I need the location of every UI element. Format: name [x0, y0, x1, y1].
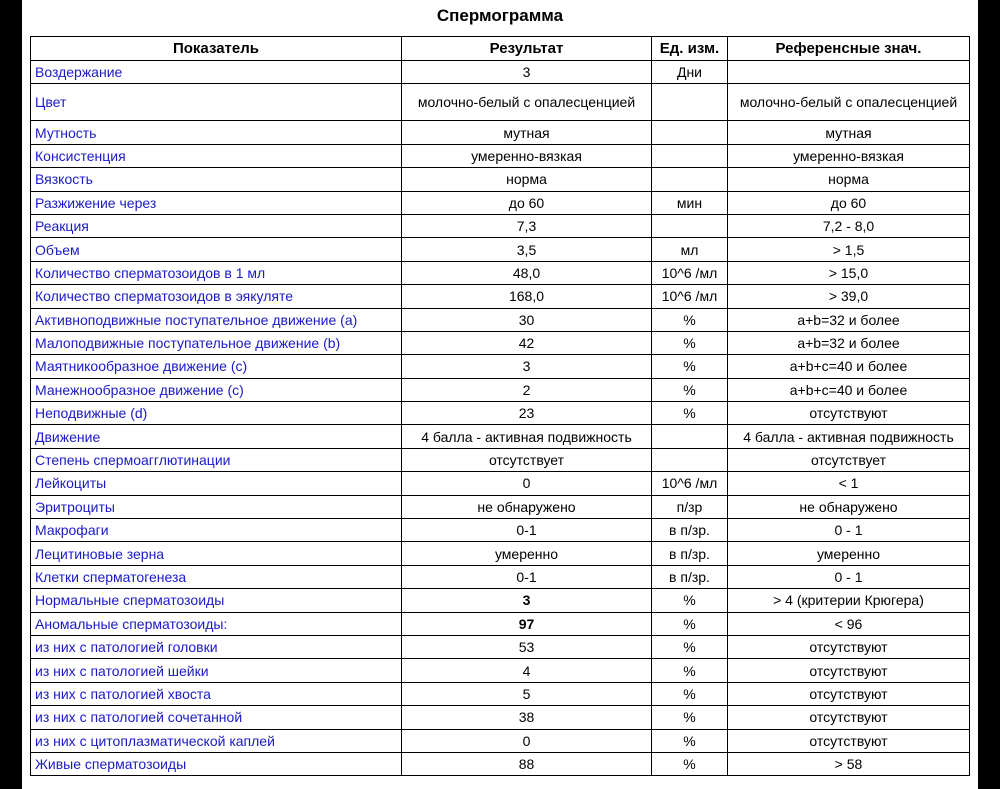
cell-result: 38 — [402, 706, 652, 729]
cell-unit: % — [652, 331, 728, 354]
cell-result: 0-1 — [402, 519, 652, 542]
cell-result: 97 — [402, 612, 652, 635]
cell-result: до 60 — [402, 191, 652, 214]
cell-parameter: Вязкость — [31, 168, 402, 191]
table-row — [31, 472, 970, 495]
cell-parameter: Клетки сперматогенеза — [31, 565, 402, 588]
cell-reference: отсутствуют — [728, 402, 970, 425]
table-row — [31, 612, 970, 635]
cell-parameter: Эритроциты — [31, 495, 402, 518]
cell-unit: % — [652, 355, 728, 378]
cell-result: 3,5 — [402, 238, 652, 261]
cell-result: 48,0 — [402, 261, 652, 284]
cell-unit — [652, 168, 728, 191]
spermogram-table — [30, 36, 970, 776]
table-row — [31, 402, 970, 425]
cell-parameter: Количество сперматозоидов в эякуляте — [31, 285, 402, 308]
cell-parameter: Мутность — [31, 121, 402, 144]
cell-parameter: из них с патологией шейки — [31, 659, 402, 682]
table-row — [31, 355, 970, 378]
cell-parameter: Аномальные сперматозоиды: — [31, 612, 402, 635]
header-unit: Ед. изм. — [652, 37, 728, 61]
cell-result: 0 — [402, 472, 652, 495]
table-row — [31, 191, 970, 214]
table-row — [31, 659, 970, 682]
cell-reference: умеренно — [728, 542, 970, 565]
cell-unit: % — [652, 589, 728, 612]
cell-reference: > 58 — [728, 752, 970, 775]
cell-reference: мутная — [728, 121, 970, 144]
cell-reference: умеренно-вязкая — [728, 144, 970, 167]
cell-result: норма — [402, 168, 652, 191]
cell-parameter: Реакция — [31, 214, 402, 237]
cell-reference: < 1 — [728, 472, 970, 495]
cell-reference: отсутствуют — [728, 635, 970, 658]
cell-parameter: Воздержание — [31, 61, 402, 84]
cell-unit: % — [652, 706, 728, 729]
document-page — [22, 0, 978, 789]
cell-result: 3 — [402, 61, 652, 84]
cell-parameter: Движение — [31, 425, 402, 448]
cell-unit — [652, 84, 728, 121]
cell-parameter: Манежнообразное движение (c) — [31, 378, 402, 401]
table-row — [31, 308, 970, 331]
cell-unit: 10^6 /мл — [652, 472, 728, 495]
cell-unit: в п/зр. — [652, 519, 728, 542]
cell-parameter: Степень спермоагглютинации — [31, 448, 402, 471]
cell-unit — [652, 425, 728, 448]
cell-unit: % — [652, 612, 728, 635]
cell-unit: Дни — [652, 61, 728, 84]
cell-unit: % — [652, 308, 728, 331]
cell-reference: не обнаружено — [728, 495, 970, 518]
table-row — [31, 378, 970, 401]
cell-parameter: из них с патологией сочетанной — [31, 706, 402, 729]
table-row — [31, 495, 970, 518]
cell-reference: > 1,5 — [728, 238, 970, 261]
cell-parameter: Объем — [31, 238, 402, 261]
table-row — [31, 331, 970, 354]
cell-result: 3 — [402, 355, 652, 378]
cell-result: 2 — [402, 378, 652, 401]
cell-reference: > 4 (критерии Крюгера) — [728, 589, 970, 612]
table-row — [31, 565, 970, 588]
cell-result: умеренно-вязкая — [402, 144, 652, 167]
table-row — [31, 635, 970, 658]
cell-result: 4 балла - активная подвижность — [402, 425, 652, 448]
cell-parameter: Маятникообразное движение (c) — [31, 355, 402, 378]
cell-result: 23 — [402, 402, 652, 425]
cell-result: 53 — [402, 635, 652, 658]
table-row — [31, 425, 970, 448]
cell-reference: отсутствуют — [728, 706, 970, 729]
cell-parameter: из них с патологией головки — [31, 635, 402, 658]
cell-unit — [652, 144, 728, 167]
cell-reference — [728, 61, 970, 84]
table-row — [31, 61, 970, 84]
cell-unit: мл — [652, 238, 728, 261]
cell-reference: a+b+c=40 и более — [728, 378, 970, 401]
table-row — [31, 589, 970, 612]
cell-result: 168,0 — [402, 285, 652, 308]
cell-reference: норма — [728, 168, 970, 191]
document-title: Спермограмма — [436, 6, 564, 25]
cell-result: 3 — [402, 589, 652, 612]
table-row — [31, 448, 970, 471]
table-row — [31, 542, 970, 565]
table-row — [31, 168, 970, 191]
table-row — [31, 706, 970, 729]
header-result: Результат — [402, 37, 652, 61]
cell-parameter: Лецитиновые зерна — [31, 542, 402, 565]
table-row — [31, 519, 970, 542]
cell-result: 4 — [402, 659, 652, 682]
cell-unit: % — [652, 659, 728, 682]
cell-unit: % — [652, 402, 728, 425]
cell-parameter: Активноподвижные поступательное движение (а) — [31, 308, 402, 331]
cell-parameter: Малоподвижные поступательное движение (b) — [31, 331, 402, 354]
table-row — [31, 285, 970, 308]
cell-parameter: Разжижение через — [31, 191, 402, 214]
cell-result: 0 — [402, 729, 652, 752]
cell-unit: п/зр — [652, 495, 728, 518]
cell-unit — [652, 448, 728, 471]
cell-result: молочно-белый с опалесценцией — [402, 84, 652, 121]
cell-parameter: Нормальные сперматозоиды — [31, 589, 402, 612]
table-row — [31, 752, 970, 775]
table-body — [31, 61, 970, 776]
cell-parameter: Количество сперматозоидов в 1 мл — [31, 261, 402, 284]
cell-result: 42 — [402, 331, 652, 354]
cell-reference: 7,2 - 8,0 — [728, 214, 970, 237]
cell-parameter: из них с цитоплазматической каплей — [31, 729, 402, 752]
cell-unit — [652, 214, 728, 237]
cell-parameter: Цвет — [31, 84, 402, 121]
cell-result: 30 — [402, 308, 652, 331]
cell-unit — [652, 121, 728, 144]
cell-unit: 10^6 /мл — [652, 285, 728, 308]
cell-reference: 0 - 1 — [728, 565, 970, 588]
cell-unit: % — [652, 682, 728, 705]
cell-reference: 0 - 1 — [728, 519, 970, 542]
cell-result: 0-1 — [402, 565, 652, 588]
cell-reference: a+b+c=40 и более — [728, 355, 970, 378]
cell-parameter: Консистенция — [31, 144, 402, 167]
cell-parameter: Живые сперматозоиды — [31, 752, 402, 775]
table-row — [31, 729, 970, 752]
cell-unit: в п/зр. — [652, 565, 728, 588]
cell-unit: % — [652, 752, 728, 775]
cell-parameter: из них с патологией хвоста — [31, 682, 402, 705]
cell-result: умеренно — [402, 542, 652, 565]
cell-result: отсутствует — [402, 448, 652, 471]
cell-parameter: Макрофаги — [31, 519, 402, 542]
cell-reference: a+b=32 и более — [728, 308, 970, 331]
cell-reference: отсутствуют — [728, 659, 970, 682]
cell-reference: > 15,0 — [728, 261, 970, 284]
cell-reference: отсутствуют — [728, 729, 970, 752]
cell-result: не обнаружено — [402, 495, 652, 518]
cell-reference: до 60 — [728, 191, 970, 214]
cell-unit: в п/зр. — [652, 542, 728, 565]
cell-reference: < 96 — [728, 612, 970, 635]
cell-reference: отсутствуют — [728, 682, 970, 705]
table-header-row — [31, 37, 970, 61]
cell-unit: % — [652, 378, 728, 401]
table-row — [31, 121, 970, 144]
cell-reference: отсутствует — [728, 448, 970, 471]
table-row — [31, 682, 970, 705]
cell-unit: % — [652, 635, 728, 658]
cell-unit: мин — [652, 191, 728, 214]
cell-result: 88 — [402, 752, 652, 775]
cell-reference: > 39,0 — [728, 285, 970, 308]
cell-reference: a+b=32 и более — [728, 331, 970, 354]
table-row — [31, 238, 970, 261]
cell-unit: % — [652, 729, 728, 752]
cell-result: 5 — [402, 682, 652, 705]
cell-result: мутная — [402, 121, 652, 144]
table-row — [31, 144, 970, 167]
table-row — [31, 84, 970, 121]
table-row — [31, 214, 970, 237]
cell-result: 7,3 — [402, 214, 652, 237]
cell-reference: молочно-белый с опалесценцией — [728, 84, 970, 121]
header-reference: Референсные знач. — [728, 37, 970, 61]
cell-parameter: Лейкоциты — [31, 472, 402, 495]
table-row — [31, 261, 970, 284]
header-parameter: Показатель — [31, 37, 402, 61]
cell-parameter: Неподвижные (d) — [31, 402, 402, 425]
cell-unit: 10^6 /мл — [652, 261, 728, 284]
cell-reference: 4 балла - активная подвижность — [728, 425, 970, 448]
